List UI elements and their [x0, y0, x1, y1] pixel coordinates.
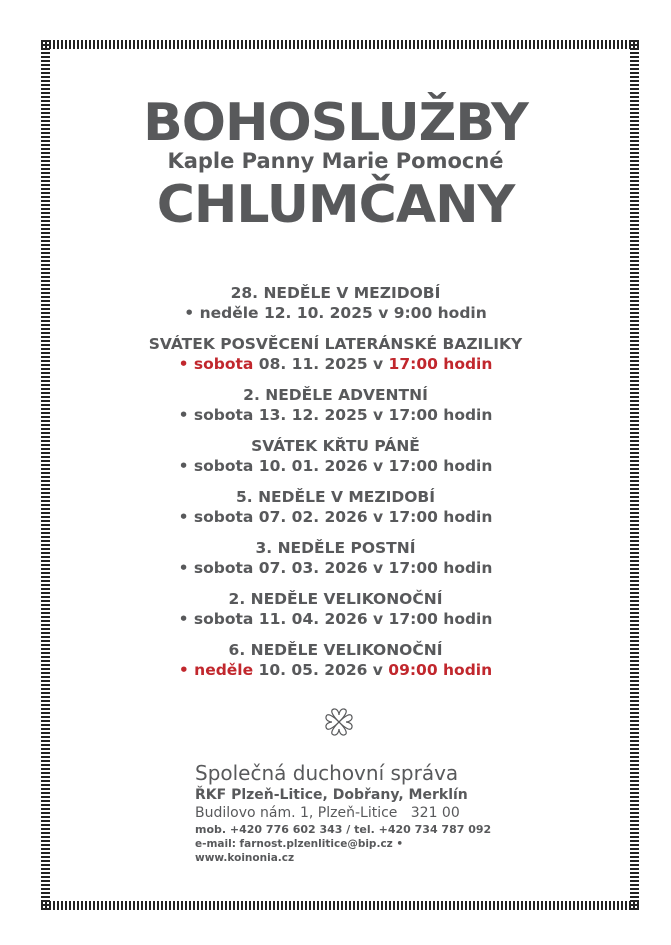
- clover-ornament-icon: [323, 706, 355, 738]
- event-time: 17:00 hodin: [388, 355, 493, 373]
- event-date: 12. 10. 2025 v: [258, 304, 394, 322]
- event-datetime: [0, 507, 671, 527]
- bullet: •: [178, 457, 189, 475]
- event-datetime: [0, 303, 671, 323]
- event-name: 3. NEDĚLE POSTNÍ: [255, 539, 416, 557]
- event-name: 2. NEDĚLE ADVENTNÍ: [243, 386, 428, 404]
- event-time: 9:00 hodin: [393, 304, 487, 322]
- bullet: •: [178, 610, 189, 628]
- bullet: •: [178, 355, 189, 373]
- event-item: [0, 436, 671, 487]
- event-date: 08. 11. 2025 v: [253, 355, 389, 373]
- event-date: 10. 05. 2026 v: [253, 661, 389, 679]
- event-item: [0, 385, 671, 436]
- event-item: [0, 487, 671, 538]
- event-item: [0, 538, 671, 589]
- bullet: •: [184, 304, 195, 322]
- frame-bottom-border: [41, 901, 639, 910]
- event-day: neděle: [199, 304, 259, 322]
- event-item: [0, 589, 671, 640]
- bullet: •: [178, 559, 189, 577]
- event-day: neděle: [194, 661, 254, 679]
- event-day: sobota: [193, 508, 254, 526]
- bullet: •: [178, 661, 189, 679]
- page-title: BOHOSLUŽBY: [143, 93, 528, 153]
- event-day: sobota: [193, 610, 254, 628]
- event-time: 09:00 hodin: [388, 661, 493, 679]
- event-day: sobota: [193, 457, 254, 475]
- event-item: [0, 283, 671, 334]
- event-list: [0, 283, 671, 691]
- email-and-web: e-mail: farnost.plzenlitice@bip.cz • www.koinonia.cz: [195, 838, 404, 864]
- event-name: 6. NEDĚLE VELIKONOČNÍ: [228, 641, 443, 659]
- event-date: 07. 02. 2026 v: [253, 508, 389, 526]
- parish-names: ŘKF Plzeň-Litice, Dobřany, Merklín: [195, 787, 468, 803]
- event-day: sobota: [193, 355, 254, 373]
- bullet: •: [178, 406, 189, 424]
- event-date: 10. 01. 2026 v: [253, 457, 389, 475]
- event-time: 17:00 hodin: [388, 610, 493, 628]
- event-item: [0, 334, 671, 385]
- chapel-name: Kaple Panny Marie Pomocné: [167, 149, 504, 173]
- event-datetime: [0, 354, 671, 374]
- event-time: 17:00 hodin: [388, 457, 493, 475]
- frame-top-border: [41, 40, 639, 49]
- bullet: •: [178, 508, 189, 526]
- postal-address: Budilovo nám. 1, Plzeň-Litice 321 00: [195, 805, 460, 821]
- event-day: sobota: [193, 559, 254, 577]
- event-datetime: [0, 609, 671, 629]
- event-date: 13. 12. 2025 v: [253, 406, 389, 424]
- event-datetime: [0, 456, 671, 476]
- event-name: SVÁTEK POSVĚCENÍ LATERÁNSKÉ BAZILIKY: [148, 335, 523, 353]
- event-datetime: [0, 558, 671, 578]
- event-datetime: [0, 405, 671, 425]
- event-time: 17:00 hodin: [388, 559, 493, 577]
- organization-name: Společná duchovní správa: [195, 761, 459, 785]
- event-date: 11. 04. 2026 v: [253, 610, 389, 628]
- event-datetime: [0, 660, 671, 680]
- place-name: CHLUMČANY: [156, 175, 515, 235]
- event-date: 07. 03. 2026 v: [253, 559, 389, 577]
- event-day: sobota: [193, 406, 254, 424]
- phone-numbers: mob. +420 776 602 343 / tel. +420 734 787 092: [195, 823, 492, 836]
- event-name: 28. NEDĚLE V MEZIDOBÍ: [230, 284, 441, 302]
- event-name: 5. NEDĚLE V MEZIDOBÍ: [236, 488, 435, 506]
- event-time: 17:00 hodin: [388, 508, 493, 526]
- event-time: 17:00 hodin: [388, 406, 493, 424]
- event-item: [0, 640, 671, 691]
- event-name: SVÁTEK KŘTU PÁNĚ: [251, 437, 420, 455]
- parish-contact-block: [195, 760, 495, 865]
- event-name: 2. NEDĚLE VELIKONOČNÍ: [228, 590, 443, 608]
